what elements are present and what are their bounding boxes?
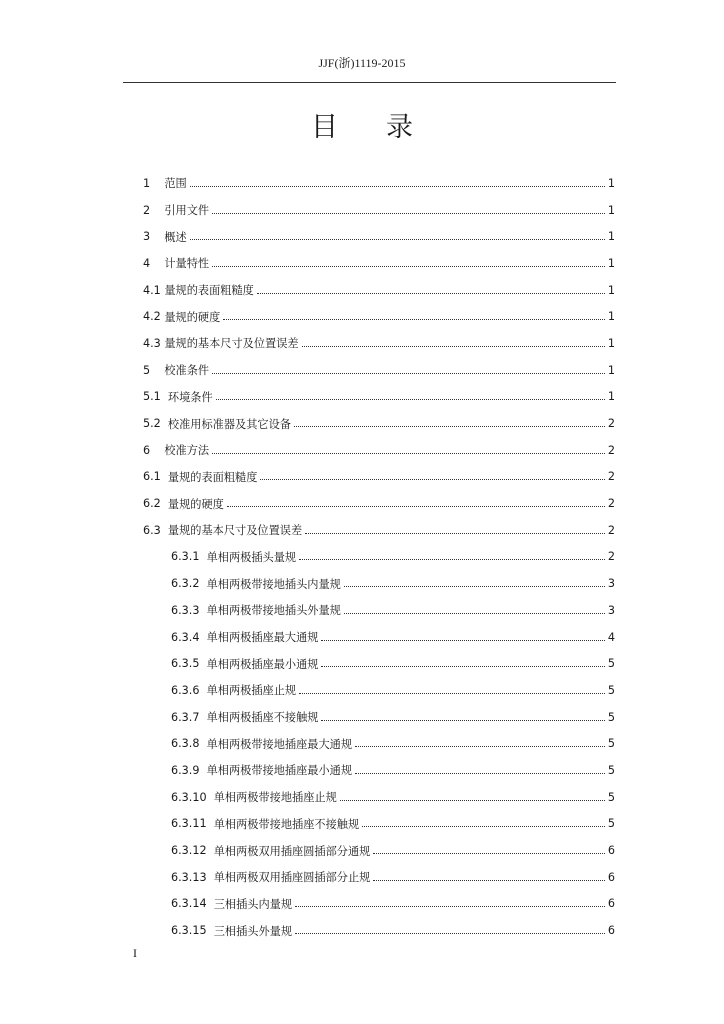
toc-entry[interactable] bbox=[143, 864, 615, 891]
toc-entry-page: 6 bbox=[607, 870, 615, 884]
toc-entry-number: 6.3.12 bbox=[171, 844, 207, 858]
toc-entry-separator bbox=[207, 844, 214, 857]
toc-entry-number: 6 bbox=[143, 443, 151, 457]
toc-title-char-2: 录 bbox=[386, 112, 413, 143]
toc-entry-label: 单相两极带接地插头内量规 bbox=[206, 577, 341, 591]
toc-entry-number: 6.3.10 bbox=[171, 790, 207, 804]
toc-dot-leader bbox=[190, 239, 605, 240]
toc-entry[interactable] bbox=[143, 170, 615, 197]
toc-entry-number: 3 bbox=[143, 230, 151, 244]
toc-entry-number: 2 bbox=[143, 203, 151, 217]
toc-entry[interactable] bbox=[143, 837, 615, 864]
toc-entry-separator bbox=[161, 470, 168, 483]
toc-entry[interactable] bbox=[143, 811, 615, 838]
toc-entry-page: 3 bbox=[607, 577, 615, 591]
toc-dot-leader bbox=[305, 533, 605, 534]
toc-entry-label: 校准条件 bbox=[164, 364, 210, 378]
toc-entry-label: 环境条件 bbox=[167, 390, 213, 404]
toc-entry[interactable] bbox=[143, 784, 615, 811]
toc-entry-separator bbox=[150, 177, 164, 190]
toc-entry-page: 6 bbox=[607, 844, 615, 858]
toc-entry[interactable] bbox=[143, 464, 615, 491]
toc-entry-number: 4 bbox=[143, 256, 151, 270]
toc-entry[interactable] bbox=[143, 650, 615, 677]
toc-entry-label: 校准方法 bbox=[164, 444, 210, 458]
toc-entry[interactable] bbox=[143, 570, 615, 597]
toc-entry-page: 5 bbox=[607, 763, 615, 777]
toc-entry[interactable] bbox=[143, 223, 615, 250]
toc-entry[interactable] bbox=[143, 330, 615, 357]
toc-entry-number: 6.3.2 bbox=[171, 577, 200, 591]
toc-entry-separator bbox=[161, 390, 168, 403]
toc-entry-number: 6.3.13 bbox=[171, 870, 207, 884]
toc-dot-leader bbox=[362, 826, 605, 827]
toc-entry[interactable] bbox=[143, 730, 615, 757]
toc-entry-number: 6.3.4 bbox=[171, 630, 200, 644]
toc-dot-leader bbox=[340, 800, 605, 801]
toc-entry-page: 1 bbox=[607, 336, 615, 350]
toc-entry-page: 1 bbox=[607, 203, 615, 217]
toc-entry-number: 6.3.8 bbox=[171, 737, 200, 751]
toc-dot-leader bbox=[373, 880, 605, 881]
toc-entry-number: 4.3 bbox=[143, 336, 161, 350]
toc-entry[interactable] bbox=[143, 704, 615, 731]
toc-entry-label: 范围 bbox=[164, 177, 187, 191]
header-rule bbox=[123, 82, 616, 83]
toc-entry-number: 6.3.3 bbox=[171, 603, 200, 617]
toc-entry-label: 计量特性 bbox=[164, 257, 210, 271]
toc-entry-page: 2 bbox=[607, 523, 615, 537]
toc-entry-number: 6.3.5 bbox=[171, 657, 200, 671]
toc-entry-page: 3 bbox=[607, 603, 615, 617]
toc-entry-separator bbox=[199, 577, 206, 590]
toc-entry-number: 1 bbox=[143, 176, 151, 190]
toc-entry[interactable] bbox=[143, 677, 615, 704]
toc-entry-number: 6.3.15 bbox=[171, 924, 207, 938]
toc-entry-page: 2 bbox=[607, 470, 615, 484]
toc-entry-separator bbox=[199, 550, 206, 563]
toc-dot-leader bbox=[355, 746, 605, 747]
toc-entry-number: 6.2 bbox=[143, 497, 161, 511]
toc-entry-separator bbox=[161, 524, 168, 537]
toc-entry-number: 6.3.14 bbox=[171, 897, 207, 911]
toc-entry-label: 单相两极带接地插座最小通规 bbox=[206, 764, 353, 778]
toc-dot-leader bbox=[223, 319, 605, 320]
toc-entry[interactable] bbox=[143, 357, 615, 384]
toc-dot-leader bbox=[373, 853, 605, 854]
toc-dot-leader bbox=[344, 613, 605, 614]
toc-entry-number: 6.3.11 bbox=[171, 817, 207, 831]
toc-dot-leader bbox=[295, 933, 605, 934]
toc-dot-leader bbox=[212, 213, 605, 214]
toc-entry-label: 量规的硬度 bbox=[167, 497, 224, 511]
toc-entry-page: 1 bbox=[607, 256, 615, 270]
toc-entry-number: 5 bbox=[143, 363, 151, 377]
standard-code: JJF(浙)1119-2015 bbox=[318, 56, 406, 70]
toc-entry-page: 2 bbox=[607, 497, 615, 511]
toc-entry[interactable] bbox=[143, 277, 615, 304]
toc-entry-label: 单相两极插头量规 bbox=[206, 550, 297, 564]
toc-entry-page: 5 bbox=[607, 790, 615, 804]
toc-dot-leader bbox=[321, 640, 604, 641]
toc-entry[interactable] bbox=[143, 544, 615, 571]
toc-entry[interactable] bbox=[143, 410, 615, 437]
toc-title-char-1: 目 bbox=[311, 112, 338, 143]
toc-entry-label: 单相两极插座止规 bbox=[206, 684, 297, 698]
toc-entry-page: 5 bbox=[607, 683, 615, 697]
toc-entry-label: 单相两极带接地插座止规 bbox=[213, 791, 337, 805]
toc-entry-label: 单相两极插座最小通规 bbox=[206, 657, 319, 671]
toc-entry-page: 1 bbox=[607, 283, 615, 297]
toc-entry-page: 5 bbox=[607, 657, 615, 671]
toc-entry[interactable] bbox=[143, 517, 615, 544]
toc-entry-page: 5 bbox=[607, 710, 615, 724]
toc-entry-separator bbox=[150, 444, 164, 457]
toc-entry-page: 6 bbox=[607, 897, 615, 911]
table-of-contents bbox=[143, 170, 615, 944]
toc-entry-label: 校准用标准器及其它设备 bbox=[167, 417, 291, 431]
toc-entry[interactable] bbox=[143, 597, 615, 624]
toc-entry-separator bbox=[161, 417, 168, 430]
toc-entry[interactable] bbox=[143, 384, 615, 411]
toc-entry-number: 5.2 bbox=[143, 417, 161, 431]
toc-entry[interactable] bbox=[143, 437, 615, 464]
toc-entry-label: 单相两极带接地插座不接触规 bbox=[213, 817, 360, 831]
toc-dot-leader bbox=[295, 906, 605, 907]
toc-dot-leader bbox=[299, 693, 605, 694]
toc-entry-label: 量规的基本尺寸及位置误差 bbox=[164, 337, 299, 351]
toc-entry-separator bbox=[150, 204, 164, 217]
toc-entry-label: 概述 bbox=[164, 230, 187, 244]
toc-entry-label: 单相两极双用插座圆插部分止规 bbox=[213, 871, 371, 885]
toc-entry[interactable] bbox=[143, 917, 615, 944]
toc-entry-label: 单相两极带接地插头外量规 bbox=[206, 604, 341, 618]
toc-entry-page: 2 bbox=[607, 417, 615, 431]
toc-dot-leader bbox=[321, 666, 604, 667]
toc-entry-page: 5 bbox=[607, 737, 615, 751]
toc-entry[interactable] bbox=[143, 250, 615, 277]
toc-entry[interactable] bbox=[143, 490, 615, 517]
page-header bbox=[0, 54, 724, 71]
toc-entry-separator bbox=[207, 871, 214, 884]
toc-entry-label: 单相两极带接地插座最大通规 bbox=[206, 737, 353, 751]
toc-dot-leader bbox=[227, 506, 605, 507]
toc-entry-page: 1 bbox=[607, 390, 615, 404]
toc-entry-number: 6.3.6 bbox=[171, 683, 200, 697]
toc-entry-label: 量规的基本尺寸及位置误差 bbox=[167, 524, 303, 538]
toc-entry[interactable] bbox=[143, 624, 615, 651]
toc-dot-leader bbox=[212, 453, 605, 454]
toc-entry-number: 6.3.9 bbox=[171, 763, 200, 777]
toc-entry-label: 单相两极插座最大通规 bbox=[206, 631, 319, 645]
toc-entry-number: 6.3.7 bbox=[171, 710, 200, 724]
toc-dot-leader bbox=[212, 266, 605, 267]
toc-entry-separator bbox=[207, 817, 214, 830]
toc-entry[interactable] bbox=[143, 303, 615, 330]
toc-dot-leader bbox=[260, 479, 604, 480]
toc-entry-separator bbox=[199, 737, 206, 750]
toc-dot-leader bbox=[294, 426, 605, 427]
toc-entry-number: 6.1 bbox=[143, 470, 161, 484]
toc-entry-number: 5.1 bbox=[143, 390, 161, 404]
toc-entry-page: 1 bbox=[607, 310, 615, 324]
toc-dot-leader bbox=[355, 773, 605, 774]
toc-entry-page: 6 bbox=[607, 924, 615, 938]
toc-entry-page: 4 bbox=[607, 630, 615, 644]
toc-entry-page: 5 bbox=[607, 817, 615, 831]
toc-entry-label: 单相两极插座不接触规 bbox=[206, 711, 319, 725]
toc-entry-separator bbox=[150, 257, 164, 270]
toc-entry-separator bbox=[207, 791, 214, 804]
toc-entry[interactable] bbox=[143, 891, 615, 918]
toc-entry-number: 6.3.1 bbox=[171, 550, 200, 564]
toc-entry-label: 三相插头内量规 bbox=[213, 897, 293, 911]
toc-entry[interactable] bbox=[143, 197, 615, 224]
toc-entry[interactable] bbox=[143, 757, 615, 784]
toc-entry-separator bbox=[199, 711, 206, 724]
toc-entry-separator bbox=[207, 897, 214, 910]
toc-entry-separator bbox=[150, 364, 164, 377]
toc-dot-leader bbox=[190, 186, 605, 187]
toc-entry-separator bbox=[199, 604, 206, 617]
toc-entry-label: 单相两极双用插座圆插部分通规 bbox=[213, 844, 371, 858]
toc-entry-separator bbox=[150, 230, 164, 243]
toc-dot-leader bbox=[321, 720, 604, 721]
toc-entry-separator bbox=[199, 764, 206, 777]
toc-entry-label: 量规的表面粗糙度 bbox=[167, 470, 258, 484]
toc-dot-leader bbox=[299, 559, 605, 560]
page-number: I bbox=[133, 946, 137, 960]
toc-dot-leader bbox=[212, 373, 605, 374]
toc-entry-separator bbox=[199, 684, 206, 697]
toc-title bbox=[0, 105, 724, 144]
toc-entry-label: 量规的硬度 bbox=[164, 310, 221, 324]
toc-entry-number: 6.3 bbox=[143, 523, 161, 537]
toc-entry-page: 2 bbox=[607, 550, 615, 564]
toc-entry-separator bbox=[161, 497, 168, 510]
toc-entry-separator bbox=[199, 657, 206, 670]
toc-dot-leader bbox=[216, 399, 605, 400]
toc-entry-page: 1 bbox=[607, 176, 615, 190]
toc-entry-separator bbox=[207, 924, 214, 937]
toc-entry-separator bbox=[199, 631, 206, 644]
toc-entry-number: 4.1 bbox=[143, 283, 161, 297]
toc-dot-leader bbox=[302, 346, 605, 347]
toc-dot-leader bbox=[344, 586, 605, 587]
toc-entry-label: 三相插头外量规 bbox=[213, 924, 293, 938]
toc-dot-leader bbox=[257, 293, 605, 294]
toc-entry-number: 4.2 bbox=[143, 310, 161, 324]
toc-entry-page: 2 bbox=[607, 443, 615, 457]
toc-entry-label: 引用文件 bbox=[164, 204, 210, 218]
toc-entry-label: 量规的表面粗糙度 bbox=[164, 284, 254, 298]
toc-entry-page: 1 bbox=[607, 230, 615, 244]
toc-entry-page: 1 bbox=[607, 363, 615, 377]
